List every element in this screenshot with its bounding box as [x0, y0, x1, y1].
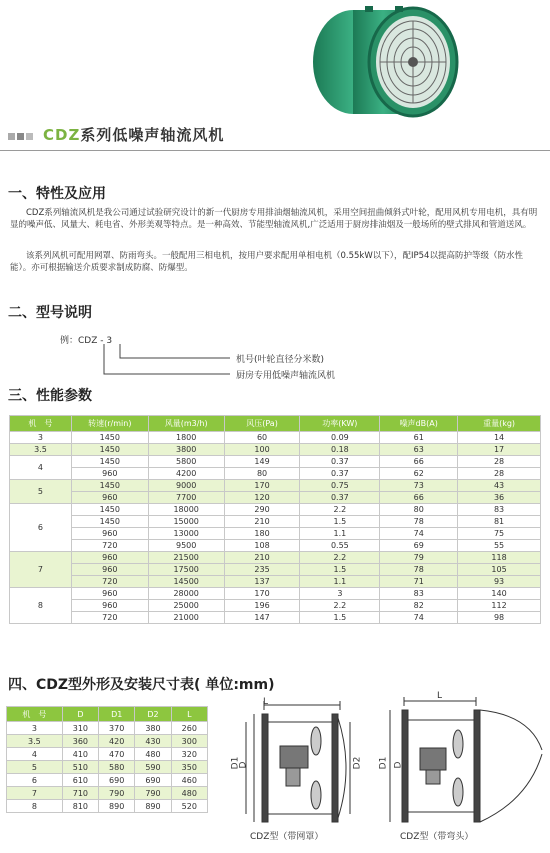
dimensions-cell: 4 — [7, 748, 63, 761]
title-text: 系列低噪声轴流风机 — [80, 126, 225, 144]
performance-cell: 2.2 — [300, 600, 380, 612]
dimensions-row — [7, 787, 208, 800]
performance-cell: 0.55 — [300, 540, 380, 552]
dimensions-cell: 320 — [171, 748, 207, 761]
performance-table — [9, 415, 541, 624]
dimensions-cell: 480 — [171, 787, 207, 800]
dimensions-cell: 610 — [62, 774, 98, 787]
dimensions-cell: 7 — [7, 787, 63, 800]
performance-row — [10, 456, 541, 468]
performance-cell: 3 — [300, 588, 380, 600]
performance-header-cell: 风量(m3/h) — [148, 416, 224, 432]
performance-cell: 78 — [380, 516, 458, 528]
performance-cell: 196 — [224, 600, 300, 612]
axial-fan-photo — [305, 4, 470, 119]
dimensions-cell: 5 — [7, 761, 63, 774]
dimensions-cell: 890 — [99, 800, 135, 813]
performance-cell: 3800 — [148, 444, 224, 456]
performance-cell: 170 — [224, 480, 300, 492]
dimensions-cell: 350 — [171, 761, 207, 774]
performance-row — [10, 504, 541, 516]
performance-cell: 21500 — [148, 552, 224, 564]
dimensions-cell: 520 — [171, 800, 207, 813]
performance-model-cell: 3 — [10, 432, 72, 444]
performance-row — [10, 432, 541, 444]
performance-cell: 960 — [71, 492, 148, 504]
performance-cell: 21000 — [148, 612, 224, 624]
performance-cell: 71 — [380, 576, 458, 588]
performance-cell: 210 — [224, 552, 300, 564]
performance-cell: 2.2 — [300, 504, 380, 516]
dimensions-table — [6, 706, 208, 813]
performance-cell: 9000 — [148, 480, 224, 492]
dimensions-cell: 3.5 — [7, 735, 63, 748]
model-leader-lines — [100, 342, 240, 384]
dimensions-cell: 710 — [62, 787, 98, 800]
performance-cell: 81 — [458, 516, 541, 528]
performance-model-cell: 7 — [10, 552, 72, 588]
dimensions-cell: 810 — [62, 800, 98, 813]
performance-cell: 83 — [458, 504, 541, 516]
performance-header-cell: 重量(kg) — [458, 416, 541, 432]
dimensions-cell: 8 — [7, 800, 63, 813]
performance-cell: 290 — [224, 504, 300, 516]
performance-cell: 120 — [224, 492, 300, 504]
section-heading-features: 一、特性及应用 — [8, 186, 106, 202]
performance-cell: 1450 — [71, 480, 148, 492]
performance-cell: 28 — [458, 456, 541, 468]
performance-cell: 1450 — [71, 456, 148, 468]
dimensions-cell: 260 — [171, 722, 207, 735]
dim-label-D-left: D — [238, 761, 249, 769]
performance-cell: 118 — [458, 552, 541, 564]
performance-cell: 80 — [380, 504, 458, 516]
performance-header-cell: 功率(KW) — [300, 416, 380, 432]
performance-cell: 62 — [380, 468, 458, 480]
performance-row — [10, 492, 541, 504]
dimensions-cell: 470 — [99, 748, 135, 761]
dimensions-cell: 370 — [99, 722, 135, 735]
performance-cell: 17 — [458, 444, 541, 456]
dimensions-cell: 380 — [135, 722, 171, 735]
performance-cell: 18000 — [148, 504, 224, 516]
dimensions-cell: 420 — [99, 735, 135, 748]
performance-cell: 137 — [224, 576, 300, 588]
performance-model-cell: 4 — [10, 456, 72, 480]
performance-row — [10, 444, 541, 456]
performance-cell: 1450 — [71, 444, 148, 456]
dimensions-header-cell: D1 — [99, 707, 135, 722]
performance-cell: 14500 — [148, 576, 224, 588]
performance-cell: 14 — [458, 432, 541, 444]
performance-cell: 960 — [71, 600, 148, 612]
dimensions-cell: 310 — [62, 722, 98, 735]
section-heading-dimensions: 四、CDZ型外形及安装尺寸表( 单位:mm) — [8, 677, 275, 693]
performance-cell: 73 — [380, 480, 458, 492]
dimensions-cell: 790 — [99, 787, 135, 800]
performance-cell: 75 — [458, 528, 541, 540]
performance-cell: 80 — [224, 468, 300, 480]
dimensions-row — [7, 774, 208, 787]
performance-cell: 28 — [458, 468, 541, 480]
performance-cell: 1450 — [71, 432, 148, 444]
performance-cell: 78 — [380, 564, 458, 576]
dimensions-cell: 300 — [171, 735, 207, 748]
performance-cell: 43 — [458, 480, 541, 492]
performance-cell: 210 — [224, 516, 300, 528]
performance-row — [10, 468, 541, 480]
performance-cell: 1800 — [148, 432, 224, 444]
dim-label-D-right: D — [393, 761, 404, 769]
performance-cell: 9500 — [148, 540, 224, 552]
dimensions-cell: 3 — [7, 722, 63, 735]
performance-row — [10, 552, 541, 564]
dimensions-cell: 410 — [62, 748, 98, 761]
performance-cell: 170 — [224, 588, 300, 600]
dimensions-cell: 580 — [99, 761, 135, 774]
dimensions-cell: 510 — [62, 761, 98, 774]
performance-cell: 28000 — [148, 588, 224, 600]
dimensions-cell: 590 — [135, 761, 171, 774]
performance-model-cell: 6 — [10, 504, 72, 552]
performance-cell: 98 — [458, 612, 541, 624]
section-heading-performance: 三、性能参数 — [8, 388, 92, 404]
performance-cell: 112 — [458, 600, 541, 612]
performance-model-cell: 8 — [10, 588, 72, 624]
performance-cell: 0.09 — [300, 432, 380, 444]
performance-cell: 720 — [71, 576, 148, 588]
dimensions-cell: 690 — [99, 774, 135, 787]
section-heading-model: 二、型号说明 — [8, 305, 92, 321]
dimensions-header-cell: D — [62, 707, 98, 722]
performance-cell: 0.37 — [300, 468, 380, 480]
performance-cell: 61 — [380, 432, 458, 444]
performance-cell: 1.5 — [300, 516, 380, 528]
performance-header-cell: 转速(r/min) — [71, 416, 148, 432]
performance-cell: 0.75 — [300, 480, 380, 492]
performance-cell: 82 — [380, 600, 458, 612]
model-label-impeller: 机号(叶轮直径分米数) — [236, 355, 325, 365]
dimensions-row — [7, 735, 208, 748]
features-paragraph-1: CDZ系列轴流风机是我公司通过试验研究设计的新一代厨房专用排油烟轴流风机，采用空间扭曲倾斜式叶轮，配用风机专用电机，具有明显的噪声低、风量大、耗电省、外形美观等特点。是一种高效、节能型轴流风机,广泛适用于厨房排油烟及一般场所的壁式排风和管道送风。 — [10, 208, 538, 230]
performance-row — [10, 528, 541, 540]
performance-cell: 0.18 — [300, 444, 380, 456]
dimensions-cell: 460 — [171, 774, 207, 787]
dim-label-D1-right: D1 — [378, 756, 389, 770]
performance-cell: 63 — [380, 444, 458, 456]
dimensions-row — [7, 800, 208, 813]
performance-cell: 66 — [380, 456, 458, 468]
title-brand: CDZ — [43, 126, 81, 144]
performance-row — [10, 576, 541, 588]
performance-cell: 5800 — [148, 456, 224, 468]
dimensions-header-cell: D2 — [135, 707, 171, 722]
performance-cell: 4200 — [148, 468, 224, 480]
performance-cell: 140 — [458, 588, 541, 600]
drawing-fan-with-elbow — [380, 690, 546, 828]
model-example: 例：CDZ - 3 — [60, 336, 113, 346]
performance-row — [10, 564, 541, 576]
performance-header-cell: 噪声dB(A) — [380, 416, 458, 432]
dim-label-D1-left: D1 — [230, 756, 241, 770]
dimensions-header-cell: 机 号 — [7, 707, 63, 722]
performance-cell: 960 — [71, 552, 148, 564]
dimensions-cell: 360 — [62, 735, 98, 748]
model-label-type: 厨房专用低噪声轴流风机 — [236, 371, 336, 381]
dimensions-header-cell: L — [171, 707, 207, 722]
performance-cell: 69 — [380, 540, 458, 552]
caption-with-elbow: CDZ型（带弯头） — [400, 832, 474, 842]
performance-header-cell: 机 号 — [10, 416, 72, 432]
dim-label-L-left: L — [263, 697, 269, 707]
performance-cell: 17500 — [148, 564, 224, 576]
performance-cell: 7700 — [148, 492, 224, 504]
performance-cell: 1.5 — [300, 564, 380, 576]
title-bullet — [26, 133, 33, 140]
performance-cell: 15000 — [148, 516, 224, 528]
performance-row — [10, 480, 541, 492]
performance-header-cell: 风压(Pa) — [224, 416, 300, 432]
performance-cell: 147 — [224, 612, 300, 624]
performance-cell: 720 — [71, 540, 148, 552]
features-paragraph-2: 该系列风机可配用网罩、防雨弯头。一般配用三相电机，按用户要求配用单相电机（0.55kW以下），配IP54以提高防护等级（防水性能）。亦可根据输送介质要求制成防腐、防爆型。 — [10, 251, 523, 273]
performance-row — [10, 612, 541, 624]
title-bullet — [8, 133, 15, 140]
performance-row — [10, 588, 541, 600]
performance-cell: 149 — [224, 456, 300, 468]
dimensions-row — [7, 761, 208, 774]
performance-model-cell: 3.5 — [10, 444, 72, 456]
performance-cell: 74 — [380, 612, 458, 624]
performance-row — [10, 516, 541, 528]
performance-row — [10, 540, 541, 552]
performance-cell: 1.5 — [300, 612, 380, 624]
performance-cell: 25000 — [148, 600, 224, 612]
performance-model-cell: 5 — [10, 480, 72, 504]
title-bullet — [17, 133, 24, 140]
performance-cell: 74 — [380, 528, 458, 540]
dimensions-row — [7, 748, 208, 761]
performance-cell: 1450 — [71, 504, 148, 516]
performance-cell: 108 — [224, 540, 300, 552]
performance-cell: 0.37 — [300, 492, 380, 504]
performance-cell: 66 — [380, 492, 458, 504]
performance-cell: 93 — [458, 576, 541, 588]
performance-cell: 235 — [224, 564, 300, 576]
performance-row — [10, 600, 541, 612]
page-title — [8, 124, 224, 145]
dim-label-L-right: L — [437, 691, 443, 701]
performance-cell: 960 — [71, 528, 148, 540]
title-divider — [0, 150, 550, 151]
dimensions-cell: 430 — [135, 735, 171, 748]
dimensions-cell: 790 — [135, 787, 171, 800]
performance-cell: 79 — [380, 552, 458, 564]
performance-cell: 1.1 — [300, 528, 380, 540]
dimensions-cell: 890 — [135, 800, 171, 813]
performance-cell: 2.2 — [300, 552, 380, 564]
performance-cell: 55 — [458, 540, 541, 552]
performance-cell: 960 — [71, 468, 148, 480]
performance-cell: 180 — [224, 528, 300, 540]
performance-cell: 36 — [458, 492, 541, 504]
performance-cell: 1450 — [71, 516, 148, 528]
performance-cell: 1.1 — [300, 576, 380, 588]
performance-cell: 960 — [71, 564, 148, 576]
performance-cell: 60 — [224, 432, 300, 444]
performance-cell: 13000 — [148, 528, 224, 540]
dimensions-row — [7, 722, 208, 735]
dim-label-D2: D2 — [352, 756, 363, 770]
performance-cell: 105 — [458, 564, 541, 576]
caption-with-guard: CDZ型（带网罩） — [250, 832, 324, 842]
dimensions-cell: 6 — [7, 774, 63, 787]
performance-cell: 0.37 — [300, 456, 380, 468]
performance-cell: 960 — [71, 588, 148, 600]
performance-cell: 83 — [380, 588, 458, 600]
performance-cell: 100 — [224, 444, 300, 456]
performance-cell: 720 — [71, 612, 148, 624]
dimensions-cell: 690 — [135, 774, 171, 787]
dimensions-cell: 480 — [135, 748, 171, 761]
